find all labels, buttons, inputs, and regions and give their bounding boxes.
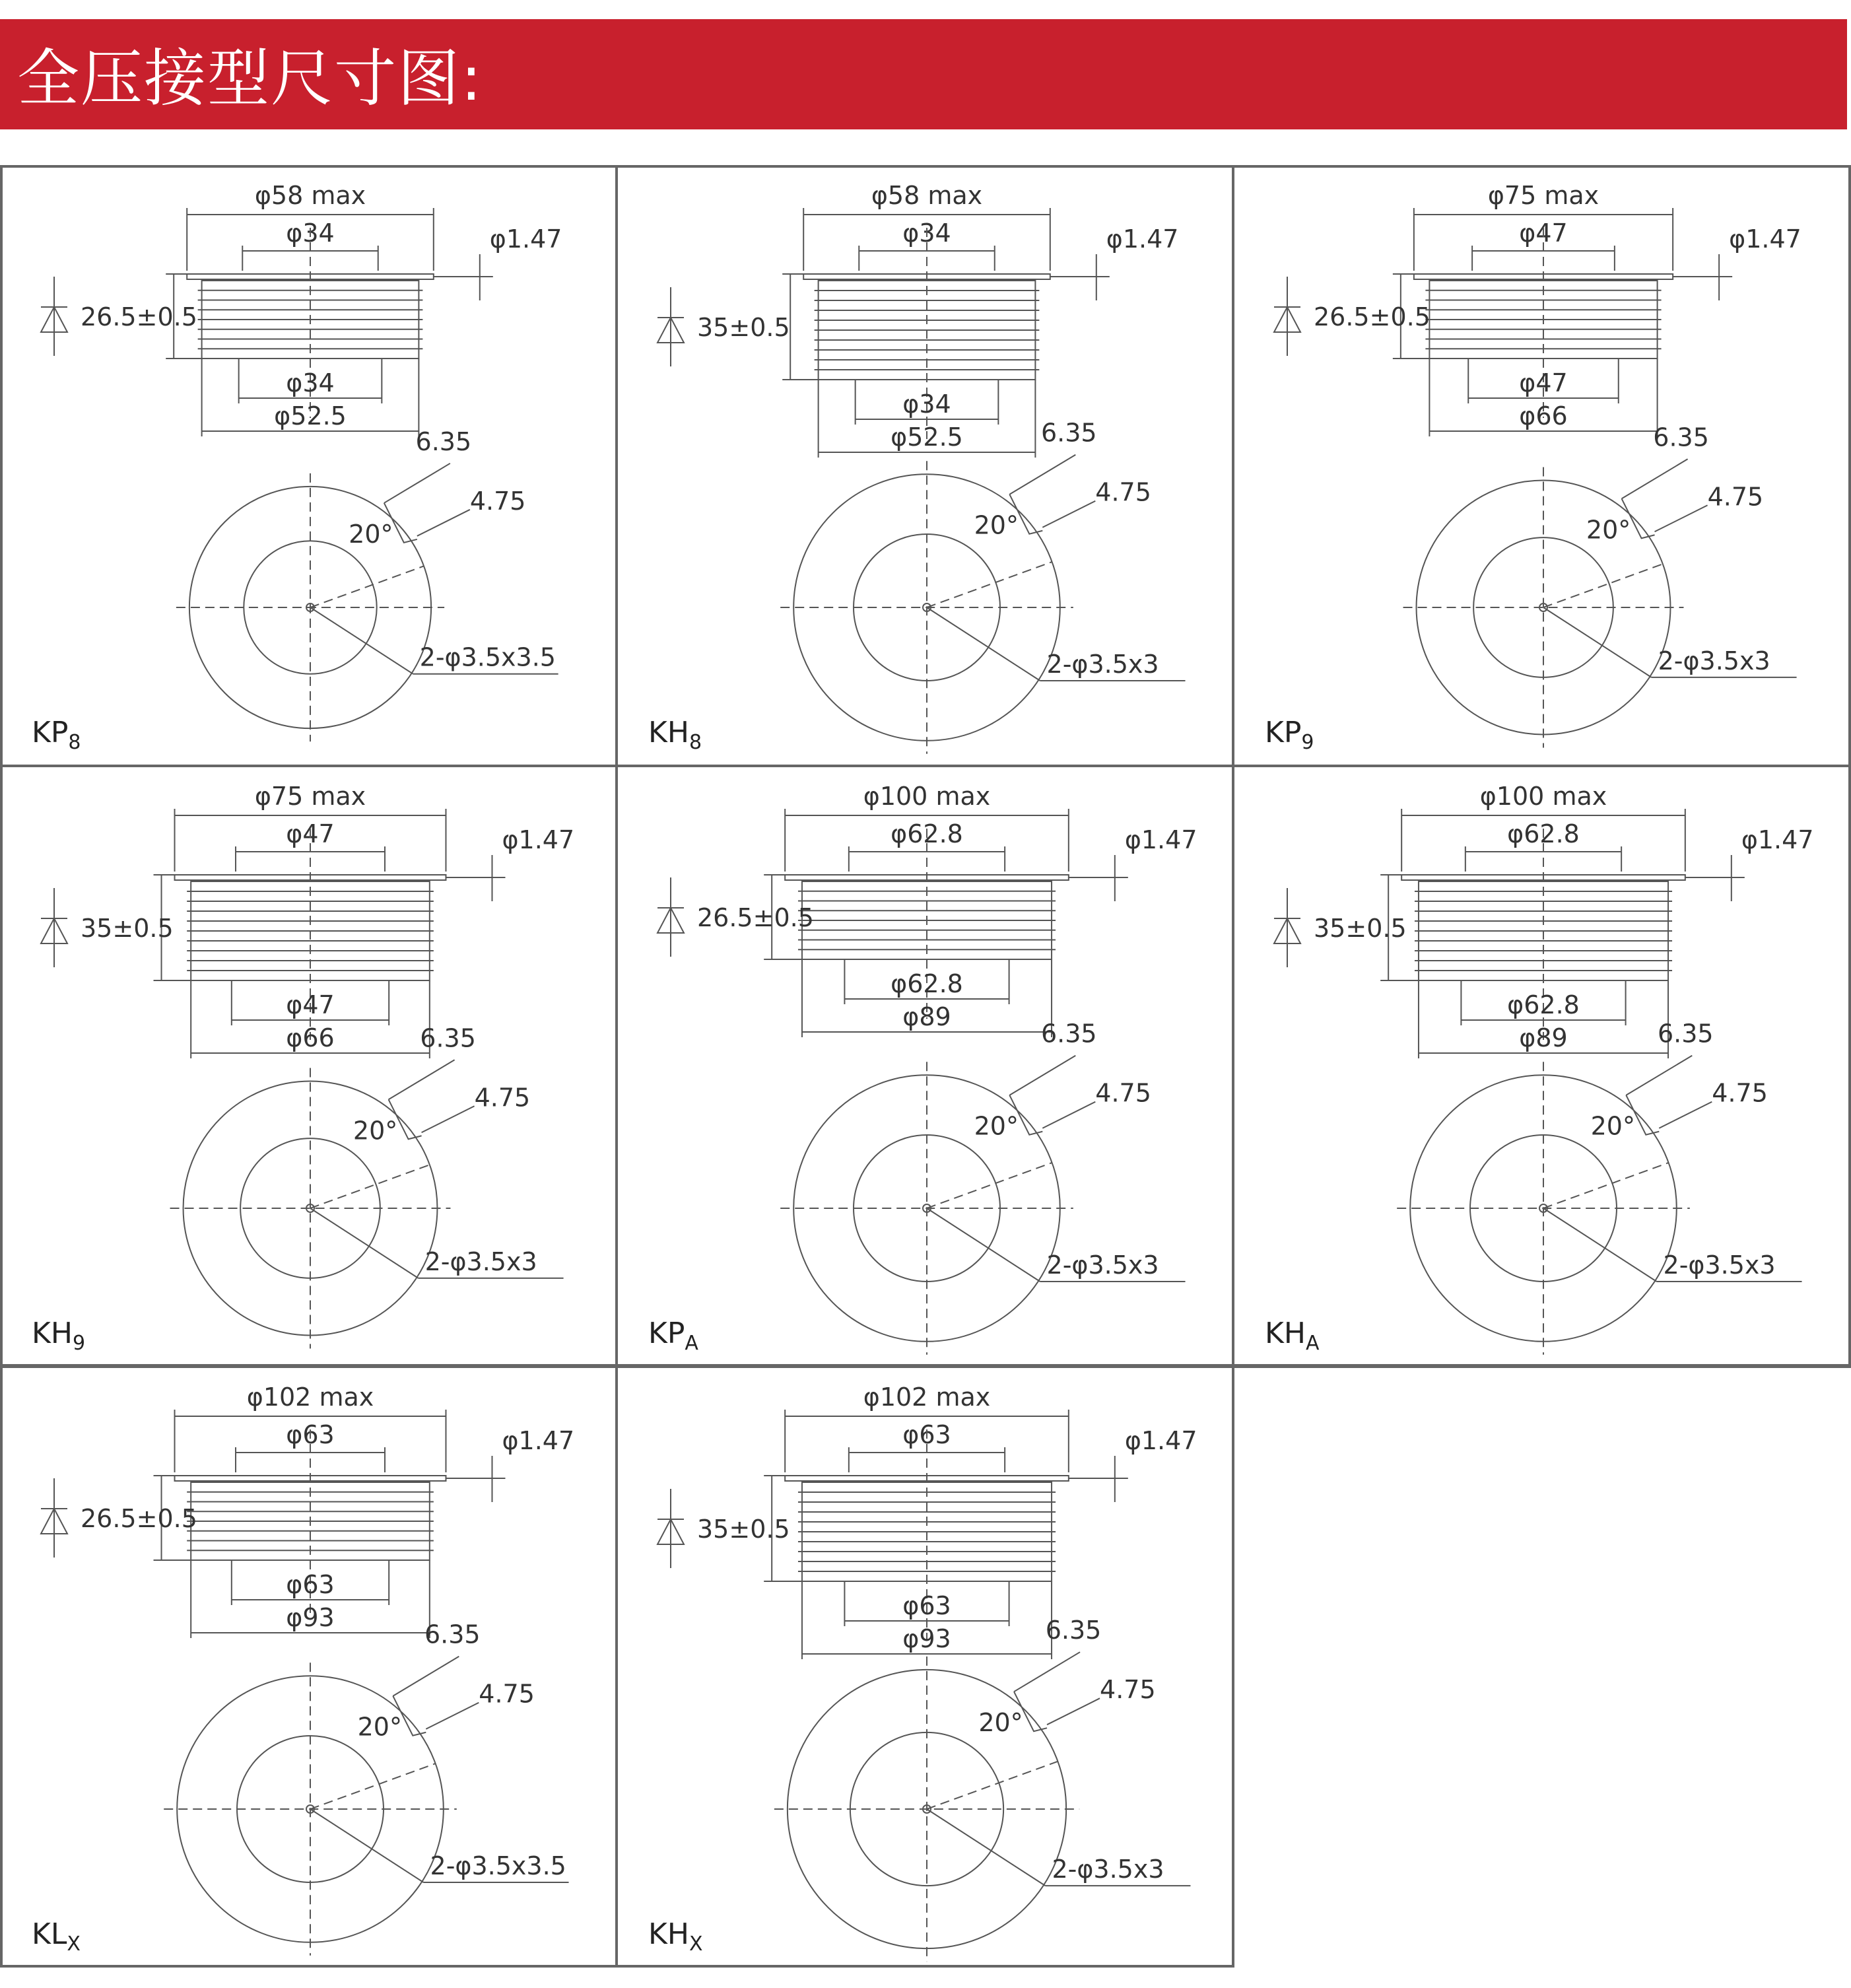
package-cell-kpa xyxy=(617,766,1233,1367)
slot-dim-lead xyxy=(1014,1652,1080,1692)
dim-label-angle: 20° xyxy=(1586,515,1631,545)
dim-label-flange: φ1.47 xyxy=(502,825,575,854)
package-label xyxy=(32,716,81,754)
package-subscript: 9 xyxy=(72,1332,86,1355)
package-name: KH xyxy=(1265,1317,1306,1350)
package-label xyxy=(648,1317,698,1355)
dim-label-holes: 2-φ3.5x3 xyxy=(1046,649,1159,679)
package-cell-klx xyxy=(0,1367,617,1968)
dim-label-height: 26.5±0.5 xyxy=(697,903,814,932)
dim-label-slot-depth: 4.75 xyxy=(474,1083,531,1113)
dim-label-slot-depth: 4.75 xyxy=(1712,1078,1768,1108)
package-cell-kp8 xyxy=(0,165,617,766)
package-name: KL xyxy=(32,1917,67,1951)
dim-label-holes: 2-φ3.5x3 xyxy=(424,1247,537,1276)
dim-label-bottom-outer: φ66 xyxy=(286,1023,335,1052)
holes-leader xyxy=(927,607,1040,681)
slot-dim-lead xyxy=(389,1060,455,1099)
package-label xyxy=(1265,1317,1320,1355)
dim-label-bottom-outer: φ93 xyxy=(902,1624,951,1653)
package-name: KH xyxy=(32,1317,73,1350)
dim-label-slot-depth: 4.75 xyxy=(479,1679,535,1709)
holes-leader xyxy=(927,1208,1040,1282)
dim-label-max: φ100 max xyxy=(863,782,991,811)
dim-label-bottom-inner: φ62.8 xyxy=(891,969,963,998)
dim-label-angle: 20° xyxy=(974,510,1019,540)
dim-label-pole: φ34 xyxy=(902,219,951,248)
dim-label-max: φ102 max xyxy=(863,1383,991,1412)
dim-label-slot-width: 6.35 xyxy=(1653,423,1709,452)
package-cell-kp9 xyxy=(1233,165,1850,766)
package-cell-kh8 xyxy=(617,165,1233,766)
dim-label-max: φ58 max xyxy=(254,181,366,210)
dim-label-max: φ58 max xyxy=(871,181,983,210)
package-subscript: A xyxy=(1305,1332,1320,1355)
dim-label-height: 35±0.5 xyxy=(1314,914,1407,943)
slot-depth-lead xyxy=(422,1106,475,1132)
package-label xyxy=(648,716,702,754)
page-title: 全压接型尺寸图: xyxy=(17,43,483,115)
dim-label-bottom-inner: φ34 xyxy=(902,390,951,419)
package-subscript: X xyxy=(689,1933,703,1956)
holes-leader xyxy=(310,607,413,674)
dim-label-angle: 20° xyxy=(1590,1111,1635,1141)
package-label xyxy=(1265,716,1314,754)
dim-label-bottom-outer: φ52.5 xyxy=(274,401,347,430)
dim-label-pole: φ63 xyxy=(902,1420,951,1449)
package-name: KH xyxy=(648,716,689,749)
holes-leader xyxy=(927,1809,1045,1886)
package-subscript: 8 xyxy=(68,731,81,754)
slot-depth-lead xyxy=(1047,1698,1100,1725)
dim-label-pole: φ34 xyxy=(286,219,335,248)
dim-label-holes: 2-φ3.5x3 xyxy=(1658,646,1770,675)
package-name: KP xyxy=(32,716,69,749)
cell-border xyxy=(0,165,617,766)
dim-label-slot-width: 6.35 xyxy=(424,1620,481,1649)
slot-depth-lead xyxy=(426,1703,479,1729)
title-banner xyxy=(0,19,1847,129)
dim-label-bottom-inner: φ34 xyxy=(286,368,335,397)
dim-label-angle: 20° xyxy=(357,1712,402,1742)
dim-label-pole: φ47 xyxy=(286,819,335,848)
slot-dim-lead xyxy=(384,463,450,503)
slot-depth-lead xyxy=(1659,1102,1712,1128)
dim-label-bottom-inner: φ62.8 xyxy=(1507,990,1580,1019)
package-label xyxy=(32,1917,81,1956)
dim-label-holes: 2-φ3.5x3.5 xyxy=(419,642,556,672)
dim-label-flange: φ1.47 xyxy=(1124,825,1197,854)
dim-label-bottom-outer: φ93 xyxy=(286,1603,335,1632)
dim-label-flange: φ1.47 xyxy=(502,1426,575,1455)
dim-label-flange: φ1.47 xyxy=(489,224,562,254)
dim-label-bottom-inner: φ63 xyxy=(286,1570,335,1599)
dim-label-max: φ102 max xyxy=(246,1383,374,1412)
holes-leader xyxy=(1543,607,1652,677)
dim-label-bottom-outer: φ66 xyxy=(1519,401,1568,430)
dim-label-bottom-inner: φ47 xyxy=(286,990,335,1019)
package-name: KH xyxy=(648,1917,689,1951)
package-subscript: X xyxy=(67,1933,81,1956)
dim-label-height: 35±0.5 xyxy=(81,914,174,943)
dim-label-pole: φ62.8 xyxy=(1507,819,1580,848)
package-cell-kh9 xyxy=(0,766,617,1367)
cell-border xyxy=(0,766,617,1367)
dim-label-pole: φ62.8 xyxy=(891,819,963,848)
dim-label-height: 35±0.5 xyxy=(697,1515,790,1544)
package-subscript: 8 xyxy=(689,731,702,754)
package-cell-khx xyxy=(617,1367,1233,1968)
dim-label-holes: 2-φ3.5x3 xyxy=(1052,1855,1164,1884)
slot-dim-lead xyxy=(1622,459,1688,498)
dim-label-max: φ75 max xyxy=(1487,181,1599,210)
dim-label-angle: 20° xyxy=(974,1111,1019,1141)
package-subscript: 9 xyxy=(1301,731,1314,754)
dim-label-bottom-outer: φ52.5 xyxy=(891,423,963,452)
dim-label-bottom-outer: φ89 xyxy=(902,1002,951,1031)
dim-label-pole: φ47 xyxy=(1519,219,1568,248)
dim-label-slot-width: 6.35 xyxy=(1040,418,1097,448)
dim-label-bottom-outer: φ89 xyxy=(1519,1023,1568,1052)
dim-label-slot-depth: 4.75 xyxy=(469,486,526,516)
dim-label-holes: 2-φ3.5x3 xyxy=(1046,1250,1159,1280)
dim-label-slot-depth: 4.75 xyxy=(1100,1675,1156,1705)
package-name: KP xyxy=(648,1317,685,1350)
dim-label-height: 35±0.5 xyxy=(697,313,790,342)
holes-leader xyxy=(310,1208,419,1278)
dim-label-slot-depth: 4.75 xyxy=(1707,482,1764,512)
slot-depth-lead xyxy=(1042,1102,1095,1128)
dim-label-bottom-inner: φ63 xyxy=(902,1591,951,1620)
package-label xyxy=(648,1917,703,1956)
slot-dim-lead xyxy=(1009,455,1075,495)
drawing-grid xyxy=(0,165,1851,1968)
dim-label-holes: 2-φ3.5x3.5 xyxy=(430,1851,566,1880)
dim-label-flange: φ1.47 xyxy=(1106,224,1179,254)
slot-depth-lead xyxy=(1042,501,1095,528)
package-name: KP xyxy=(1265,716,1302,749)
dim-label-slot-width: 6.35 xyxy=(1657,1019,1714,1048)
dim-label-flange: φ1.47 xyxy=(1741,825,1814,854)
package-subscript: A xyxy=(685,1332,698,1355)
slot-depth-lead xyxy=(417,510,470,536)
holes-leader xyxy=(1543,1208,1657,1282)
package-label xyxy=(32,1317,85,1355)
dim-label-height: 26.5±0.5 xyxy=(81,1504,197,1533)
dim-label-angle: 20° xyxy=(978,1708,1023,1738)
dim-label-slot-width: 6.35 xyxy=(415,427,472,456)
holes-leader xyxy=(310,1809,424,1882)
dim-label-holes: 2-φ3.5x3 xyxy=(1663,1250,1776,1280)
dim-label-flange: φ1.47 xyxy=(1729,224,1801,254)
dim-label-slot-width: 6.35 xyxy=(1045,1616,1102,1645)
dim-label-max: φ100 max xyxy=(1479,782,1607,811)
dim-label-angle: 20° xyxy=(349,519,393,549)
package-cell-kha xyxy=(1233,766,1850,1367)
dim-label-slot-width: 6.35 xyxy=(420,1023,476,1053)
dim-label-slot-depth: 4.75 xyxy=(1095,477,1151,507)
dim-label-max: φ75 max xyxy=(254,782,366,811)
dim-label-height: 26.5±0.5 xyxy=(81,302,197,331)
dim-label-slot-width: 6.35 xyxy=(1040,1019,1097,1048)
slot-dim-lead xyxy=(393,1657,459,1696)
slot-dim-lead xyxy=(1626,1056,1692,1095)
dim-label-flange: φ1.47 xyxy=(1124,1426,1197,1455)
dim-label-pole: φ63 xyxy=(286,1420,335,1449)
dim-label-bottom-inner: φ47 xyxy=(1519,368,1568,397)
slot-depth-lead xyxy=(1655,505,1708,531)
dim-label-height: 26.5±0.5 xyxy=(1314,302,1430,331)
dim-label-slot-depth: 4.75 xyxy=(1095,1078,1151,1108)
cell-border xyxy=(1233,165,1850,766)
slot-dim-lead xyxy=(1009,1056,1075,1095)
dim-label-angle: 20° xyxy=(353,1116,398,1146)
